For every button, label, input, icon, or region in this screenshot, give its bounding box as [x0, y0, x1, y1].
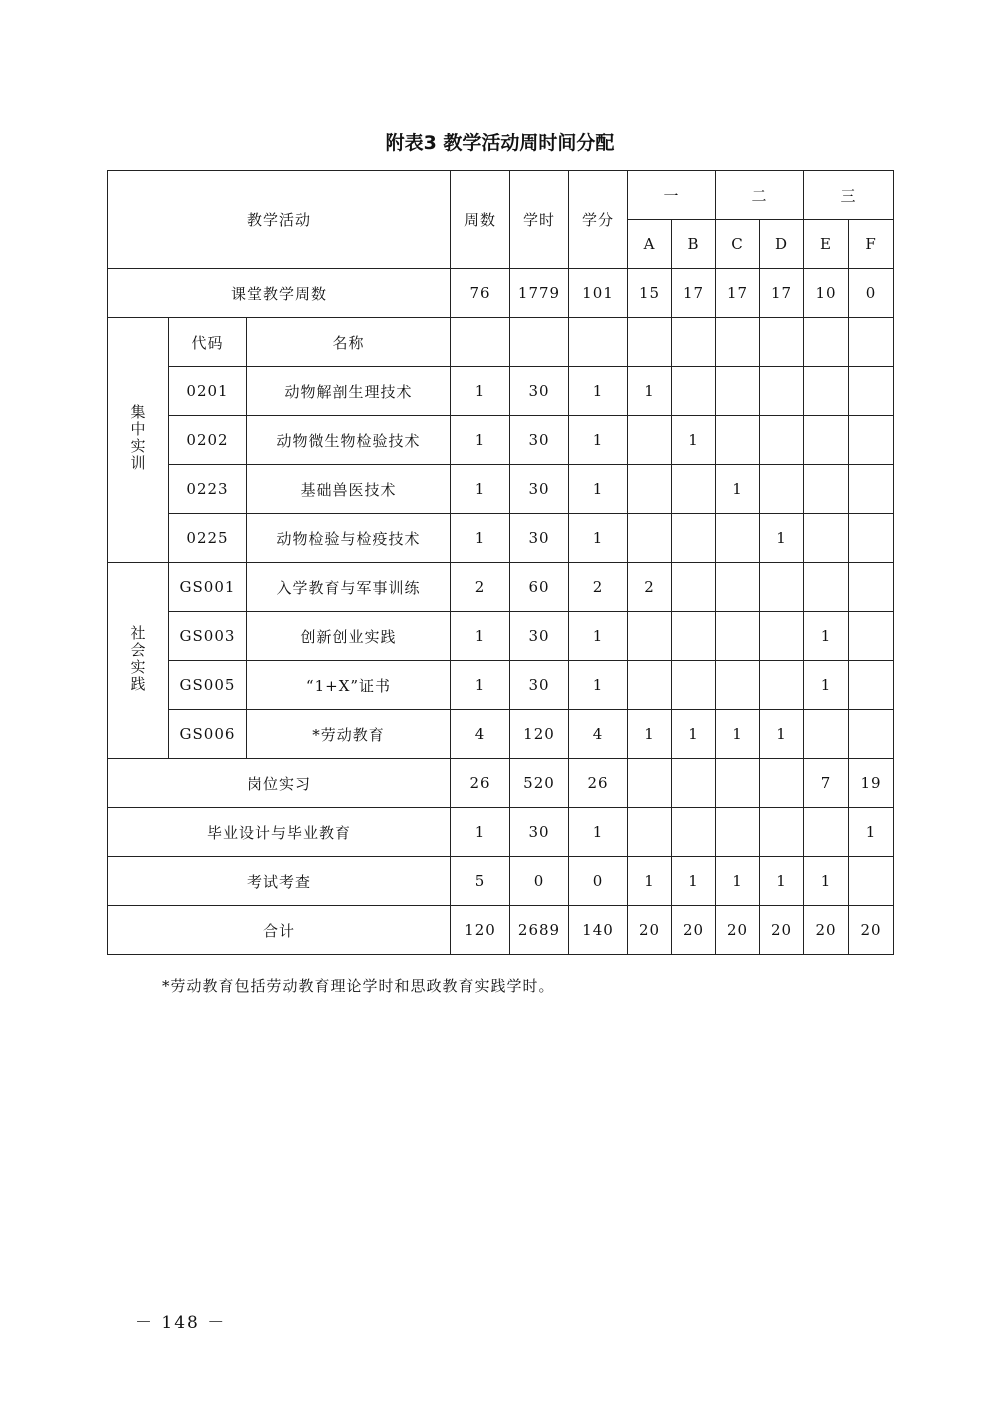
classroom-label: 课堂教学周数	[108, 269, 451, 318]
course-name: 动物解剖生理技术	[247, 367, 451, 416]
sub-header-name: 名称	[247, 318, 451, 367]
row-term	[672, 808, 716, 857]
header-term: A	[628, 220, 672, 269]
footnote: *劳动教育包括劳动教育理论学时和思政教育实践学时。	[162, 977, 555, 995]
table-row	[108, 465, 894, 514]
row-hours: 520	[510, 759, 569, 808]
header-year-3: 三	[804, 171, 894, 220]
row-term	[672, 759, 716, 808]
row-credits: 26	[569, 759, 628, 808]
row-term: 1	[849, 808, 894, 857]
course-name: 基础兽医技术	[247, 465, 451, 514]
row-hours: 30	[510, 808, 569, 857]
course-term	[849, 367, 894, 416]
course-term	[672, 514, 716, 563]
course-name: “1+X”证书	[247, 661, 451, 710]
total-row	[108, 906, 894, 955]
classroom-term: 17	[672, 269, 716, 318]
total-term: 20	[760, 906, 804, 955]
classroom-term: 15	[628, 269, 672, 318]
row-credits: 1	[569, 808, 628, 857]
course-term	[849, 661, 894, 710]
course-term: 1	[672, 710, 716, 759]
course-term	[849, 710, 894, 759]
teaching-schedule-table	[107, 170, 894, 955]
row-term	[760, 808, 804, 857]
total-term: 20	[716, 906, 760, 955]
course-weeks: 1	[451, 514, 510, 563]
group-label-text: 集中实训	[128, 404, 147, 472]
course-term: 1	[628, 710, 672, 759]
course-weeks: 1	[451, 367, 510, 416]
page-number: － 148 －	[135, 1313, 227, 1333]
row-label: 岗位实习	[108, 759, 451, 808]
table-row	[108, 661, 894, 710]
group-label	[108, 318, 169, 563]
course-code: 0201	[169, 367, 247, 416]
classroom-term: 10	[804, 269, 849, 318]
row-term	[716, 808, 760, 857]
header-term: C	[716, 220, 760, 269]
row-term	[760, 759, 804, 808]
course-term	[760, 465, 804, 514]
course-term	[672, 563, 716, 612]
header-weeks: 周数	[451, 171, 510, 269]
course-term: 1	[672, 416, 716, 465]
course-term	[849, 416, 894, 465]
row-label: 考试考查	[108, 857, 451, 906]
course-term	[716, 612, 760, 661]
row-term: 1	[672, 857, 716, 906]
course-code: 0223	[169, 465, 247, 514]
course-weeks: 1	[451, 661, 510, 710]
table-row	[108, 514, 894, 563]
row-term	[849, 857, 894, 906]
header-hours: 学时	[510, 171, 569, 269]
course-credits: 2	[569, 563, 628, 612]
course-term	[628, 465, 672, 514]
course-hours: 60	[510, 563, 569, 612]
course-weeks: 2	[451, 563, 510, 612]
header-year-1: 一	[628, 171, 716, 220]
course-term: 1	[804, 612, 849, 661]
table-row	[108, 710, 894, 759]
row-term: 7	[804, 759, 849, 808]
course-term	[628, 514, 672, 563]
table-row	[108, 367, 894, 416]
row-label: 毕业设计与毕业教育	[108, 808, 451, 857]
course-term	[628, 661, 672, 710]
total-label: 合计	[108, 906, 451, 955]
classroom-weeks: 76	[451, 269, 510, 318]
total-credits: 140	[569, 906, 628, 955]
header-term: D	[760, 220, 804, 269]
empty-cell	[569, 318, 628, 367]
classroom-credits: 101	[569, 269, 628, 318]
group-label-text: 社会实践	[128, 624, 147, 693]
header-term: F	[849, 220, 894, 269]
header-year-2: 二	[716, 171, 804, 220]
table-title: 附表3 教学活动周时间分配	[385, 132, 615, 154]
table-row	[108, 612, 894, 661]
course-term	[672, 367, 716, 416]
total-term: 20	[672, 906, 716, 955]
course-name: *劳动教育	[247, 710, 451, 759]
sub-header-code: 代码	[169, 318, 247, 367]
course-term	[628, 612, 672, 661]
course-name: 创新创业实践	[247, 612, 451, 661]
course-term	[760, 563, 804, 612]
course-term	[716, 661, 760, 710]
course-credits: 1	[569, 367, 628, 416]
row-weeks: 1	[451, 808, 510, 857]
course-term	[804, 563, 849, 612]
empty-cell	[804, 318, 849, 367]
total-term: 20	[849, 906, 894, 955]
course-term: 1	[716, 710, 760, 759]
classroom-row	[108, 269, 894, 318]
course-credits: 1	[569, 514, 628, 563]
course-credits: 4	[569, 710, 628, 759]
header-activity: 教学活动	[108, 171, 451, 269]
course-hours: 30	[510, 514, 569, 563]
course-term	[849, 514, 894, 563]
row-term: 1	[804, 857, 849, 906]
row-term	[804, 808, 849, 857]
header-term: B	[672, 220, 716, 269]
course-term	[804, 416, 849, 465]
table-row	[108, 857, 894, 906]
course-term	[672, 661, 716, 710]
header-term: E	[804, 220, 849, 269]
course-weeks: 1	[451, 612, 510, 661]
course-code: GS006	[169, 710, 247, 759]
course-term	[716, 514, 760, 563]
course-hours: 30	[510, 367, 569, 416]
course-code: GS003	[169, 612, 247, 661]
table-row	[108, 808, 894, 857]
row-hours: 0	[510, 857, 569, 906]
course-credits: 1	[569, 661, 628, 710]
course-hours: 30	[510, 661, 569, 710]
course-term	[628, 416, 672, 465]
classroom-term: 17	[716, 269, 760, 318]
course-term	[760, 612, 804, 661]
total-term: 20	[804, 906, 849, 955]
row-term: 1	[716, 857, 760, 906]
course-term	[849, 465, 894, 514]
course-credits: 1	[569, 612, 628, 661]
course-code: GS005	[169, 661, 247, 710]
course-term	[716, 563, 760, 612]
course-term	[760, 416, 804, 465]
course-weeks: 1	[451, 416, 510, 465]
classroom-hours: 1779	[510, 269, 569, 318]
course-term: 1	[804, 661, 849, 710]
course-term	[804, 514, 849, 563]
total-hours: 2689	[510, 906, 569, 955]
table-row	[108, 416, 894, 465]
course-name: 动物检验与检疫技术	[247, 514, 451, 563]
classroom-term: 0	[849, 269, 894, 318]
course-hours: 30	[510, 465, 569, 514]
header-row-1	[108, 171, 894, 220]
header-credits: 学分	[569, 171, 628, 269]
course-code: 0202	[169, 416, 247, 465]
row-credits: 0	[569, 857, 628, 906]
empty-cell	[716, 318, 760, 367]
course-name: 入学教育与军事训练	[247, 563, 451, 612]
course-term	[760, 367, 804, 416]
course-credits: 1	[569, 416, 628, 465]
total-term: 20	[628, 906, 672, 955]
empty-cell	[628, 318, 672, 367]
row-term	[628, 759, 672, 808]
course-hours: 30	[510, 416, 569, 465]
row-term: 1	[628, 857, 672, 906]
empty-cell	[451, 318, 510, 367]
course-hours: 120	[510, 710, 569, 759]
course-term	[849, 563, 894, 612]
table-row	[108, 759, 894, 808]
total-weeks: 120	[451, 906, 510, 955]
course-term	[716, 367, 760, 416]
course-term: 2	[628, 563, 672, 612]
course-term	[849, 612, 894, 661]
course-term	[760, 661, 804, 710]
group-label	[108, 563, 169, 759]
course-hours: 30	[510, 612, 569, 661]
row-term: 1	[760, 857, 804, 906]
course-term	[672, 465, 716, 514]
course-term: 1	[760, 710, 804, 759]
course-credits: 1	[569, 465, 628, 514]
course-term: 1	[760, 514, 804, 563]
course-code: 0225	[169, 514, 247, 563]
row-weeks: 26	[451, 759, 510, 808]
row-term	[628, 808, 672, 857]
empty-cell	[672, 318, 716, 367]
course-term	[716, 416, 760, 465]
empty-cell	[849, 318, 894, 367]
course-term: 1	[716, 465, 760, 514]
course-term: 1	[628, 367, 672, 416]
row-term: 19	[849, 759, 894, 808]
course-term	[804, 465, 849, 514]
row-weeks: 5	[451, 857, 510, 906]
course-name: 动物微生物检验技术	[247, 416, 451, 465]
empty-cell	[760, 318, 804, 367]
course-weeks: 1	[451, 465, 510, 514]
table-row	[108, 318, 894, 367]
course-term	[672, 612, 716, 661]
course-term	[804, 367, 849, 416]
empty-cell	[510, 318, 569, 367]
course-weeks: 4	[451, 710, 510, 759]
classroom-term: 17	[760, 269, 804, 318]
course-term	[804, 710, 849, 759]
table-row	[108, 563, 894, 612]
course-code: GS001	[169, 563, 247, 612]
row-term	[716, 759, 760, 808]
